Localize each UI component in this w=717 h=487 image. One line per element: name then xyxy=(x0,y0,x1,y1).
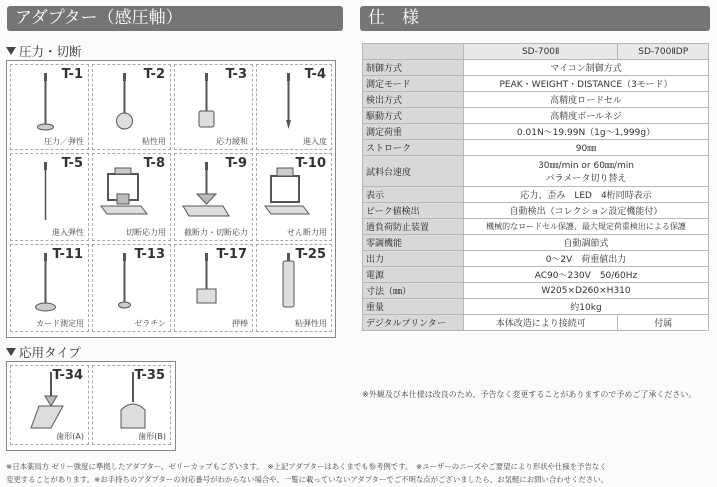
adapter-caption: 粘弾性用 xyxy=(295,319,327,328)
spec-row xyxy=(363,283,709,299)
section-title: 応用タイプ xyxy=(19,345,81,360)
adapter-grid xyxy=(6,60,336,338)
triangle-bullet-icon xyxy=(6,348,16,356)
spec-row xyxy=(363,124,709,140)
adapter-code: T-34 xyxy=(52,368,83,383)
spec-row xyxy=(363,92,709,108)
spec-label: ストローク xyxy=(363,140,464,156)
spec-value: 高精度ロードセル xyxy=(464,92,709,108)
adapter-code: T-11 xyxy=(52,247,83,262)
adapter-cell-t9 xyxy=(174,153,253,241)
adapter-code: T-8 xyxy=(143,156,165,171)
spec-row xyxy=(363,251,709,267)
spec-header-row xyxy=(363,44,709,60)
adapter-cell-t1 xyxy=(10,64,89,150)
spec-row xyxy=(363,60,709,76)
model-col2: SD-700ⅡDP xyxy=(618,44,709,60)
spec-label: 過負荷防止装置 xyxy=(363,219,464,235)
spec-table xyxy=(362,43,709,331)
adapter-code: T-35 xyxy=(134,368,165,383)
spec-header: 仕 様 xyxy=(360,6,710,31)
adapter-cell-t35 xyxy=(92,365,171,445)
spec-value: 付属 xyxy=(618,315,709,331)
spec-value: 自動調節式 xyxy=(464,235,709,251)
spec-value: 自動検出（コレクション設定機能付） xyxy=(464,203,709,219)
adapter-cell-t3 xyxy=(174,64,253,150)
adapter-caption: ゼラチン xyxy=(134,319,166,328)
section-pressure-cutting xyxy=(6,42,82,60)
adapter-cell-t13 xyxy=(92,244,171,332)
adapter-caption: 進入度 xyxy=(303,137,327,146)
adapter-cell-t11 xyxy=(10,244,89,332)
spec-row xyxy=(363,156,709,187)
spec-value: AC90〜230V 50/60Hz xyxy=(464,267,709,283)
adapter-code: T-1 xyxy=(61,67,83,82)
spec-row xyxy=(363,299,709,315)
spec-label: 表示 xyxy=(363,187,464,203)
spec-label: 測定モード xyxy=(363,76,464,92)
spec-row xyxy=(363,267,709,283)
spec-label: デジタルプリンター xyxy=(363,315,464,331)
adapter-cell-t10 xyxy=(256,153,332,241)
adapter-code: T-25 xyxy=(295,247,326,262)
adapter-caption: 進入弾性 xyxy=(52,228,84,237)
spec-label: 駆動方式 xyxy=(363,108,464,124)
section-title: 圧力・切断 xyxy=(19,44,82,59)
adapter-caption: 圧力／弾性 xyxy=(44,137,84,146)
adapter-cell-t4 xyxy=(256,64,332,150)
spec-value: W205×D260×H310 xyxy=(464,283,709,299)
adapter-header: アダプター（感圧軸） xyxy=(7,6,343,31)
spec-value: 0〜2V 荷重値出力 xyxy=(464,251,709,267)
spec-label: 検出方式 xyxy=(363,92,464,108)
spec-label: 電源 xyxy=(363,267,464,283)
spec-value: 高精度ボールネジ xyxy=(464,108,709,124)
adapter-caption: 截断力・切断応力 xyxy=(184,228,248,237)
adapter-caption: 歯形(B) xyxy=(138,432,166,441)
spec-label: 零調機能 xyxy=(363,235,464,251)
adapter-code: T-2 xyxy=(143,67,165,82)
spec-label: 試料台速度 xyxy=(363,156,464,187)
spec-row xyxy=(363,76,709,92)
section-applied-type xyxy=(6,343,81,361)
adapter-code: T-3 xyxy=(225,67,247,82)
spec-value: 約10kg xyxy=(464,299,709,315)
spec-row xyxy=(363,108,709,124)
spec-value-line2: パラメータ切り替え xyxy=(545,174,627,184)
adapter-cell-t25 xyxy=(256,244,332,332)
footer-note-2: 変更することがあります。※お手持ちのアダプターの対応番号がわからない場合や、一覧に載っていないアダプターでご不明な点がございましたら、お気軽にお問い合わせください。 xyxy=(6,475,609,484)
spec-label: 重量 xyxy=(363,299,464,315)
spec-label: 制御方式 xyxy=(363,60,464,76)
spec-row xyxy=(363,235,709,251)
spec-value xyxy=(464,156,709,187)
spec-label: 出力 xyxy=(363,251,464,267)
spec-value: 0.01N〜19.99N（1g〜1,999g） xyxy=(464,124,709,140)
spec-value: 機械的なロードセル保護、最大規定荷重検出による保護 xyxy=(464,219,709,235)
adapter-cell-t2 xyxy=(92,64,171,150)
adapter-caption: カード測定用 xyxy=(36,319,84,328)
adapter-caption: せん断力用 xyxy=(287,228,327,237)
spec-label: 測定荷重 xyxy=(363,124,464,140)
adapter-code: T-5 xyxy=(61,156,83,171)
spec-value: PEAK・WEIGHT・DISTANCE（3モード） xyxy=(464,76,709,92)
spec-value: マイコン制御方式 xyxy=(464,60,709,76)
spec-row xyxy=(363,219,709,235)
spec-value: 本体改造により接続可 xyxy=(464,315,618,331)
spec-label: ピーク値検出 xyxy=(363,203,464,219)
spec-value: 応力、歪み LED 4桁同時表示 xyxy=(464,187,709,203)
triangle-bullet-icon xyxy=(6,47,16,55)
footer-note-1: ※日本薬局方 ゼリー強度に準拠したアダプター、ゼリーカップもございます。 ※上記アダプターはあくまでも参考例です。 ※ユーザーのニーズやご要望により形状や仕様を予告なく xyxy=(6,462,607,471)
model-col1: SD-700Ⅱ xyxy=(464,44,618,60)
spec-label: 寸法（㎜） xyxy=(363,283,464,299)
adapter-caption: 歯形(A) xyxy=(56,432,84,441)
spec-corner xyxy=(363,44,464,60)
adapter-code: T-4 xyxy=(304,67,326,82)
adapter-code: T-13 xyxy=(134,247,165,262)
spec-value-line1: 30㎜/min or 60㎜/min xyxy=(538,161,634,171)
adapter-cell-t34 xyxy=(10,365,89,445)
adapter-code: T-10 xyxy=(295,156,326,171)
adapter-cell-t5 xyxy=(10,153,89,241)
adapter-code: T-17 xyxy=(216,247,247,262)
spec-row xyxy=(363,203,709,219)
adapter-caption: 押棒 xyxy=(232,319,248,328)
applied-grid xyxy=(6,361,176,451)
adapter-code: T-9 xyxy=(225,156,247,171)
adapter-caption: 粘性用 xyxy=(142,137,166,146)
spec-note: ※外観及び本仕様は改良のため、予告なく変更することがありますので予めご了承ください。 xyxy=(362,390,697,399)
adapter-caption: 応力緩和 xyxy=(216,137,248,146)
adapter-cell-t17 xyxy=(174,244,253,332)
adapter-caption: 切断応力用 xyxy=(126,228,166,237)
spec-row xyxy=(363,187,709,203)
adapter-cell-t8 xyxy=(92,153,171,241)
spec-value: 90㎜ xyxy=(464,140,709,156)
spec-row xyxy=(363,315,709,331)
spec-row xyxy=(363,140,709,156)
